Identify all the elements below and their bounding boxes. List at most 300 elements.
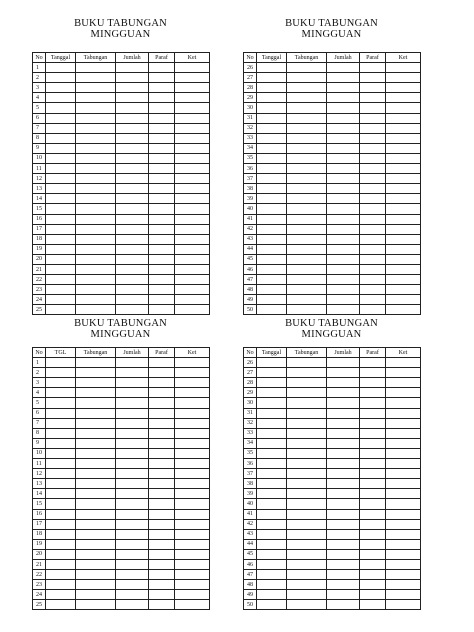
entry-cell[interactable] bbox=[76, 244, 116, 254]
entry-cell[interactable] bbox=[360, 580, 386, 590]
entry-cell[interactable] bbox=[46, 549, 76, 559]
entry-cell[interactable] bbox=[76, 73, 116, 83]
entry-cell[interactable] bbox=[257, 295, 287, 305]
entry-cell[interactable] bbox=[287, 285, 327, 295]
entry-cell[interactable] bbox=[149, 600, 175, 610]
entry-cell[interactable] bbox=[116, 378, 149, 388]
entry-cell[interactable] bbox=[257, 428, 287, 438]
entry-cell[interactable] bbox=[287, 600, 327, 610]
entry-cell[interactable] bbox=[287, 448, 327, 458]
entry-cell[interactable] bbox=[327, 408, 360, 418]
entry-cell[interactable] bbox=[386, 73, 421, 83]
entry-cell[interactable] bbox=[149, 174, 175, 184]
entry-cell[interactable] bbox=[116, 153, 149, 163]
entry-cell[interactable] bbox=[116, 499, 149, 509]
entry-cell[interactable] bbox=[76, 509, 116, 519]
entry-cell[interactable] bbox=[386, 174, 421, 184]
entry-cell[interactable] bbox=[76, 93, 116, 103]
entry-cell[interactable] bbox=[46, 174, 76, 184]
entry-cell[interactable] bbox=[360, 93, 386, 103]
entry-cell[interactable] bbox=[327, 184, 360, 194]
entry-cell[interactable] bbox=[149, 448, 175, 458]
entry-cell[interactable] bbox=[386, 600, 421, 610]
entry-cell[interactable] bbox=[257, 164, 287, 174]
entry-cell[interactable] bbox=[46, 214, 76, 224]
entry-cell[interactable] bbox=[149, 438, 175, 448]
entry-cell[interactable] bbox=[149, 539, 175, 549]
entry-cell[interactable] bbox=[327, 438, 360, 448]
entry-cell[interactable] bbox=[175, 549, 210, 559]
entry-cell[interactable] bbox=[257, 509, 287, 519]
entry-cell[interactable] bbox=[327, 285, 360, 295]
entry-cell[interactable] bbox=[386, 448, 421, 458]
entry-cell[interactable] bbox=[287, 63, 327, 73]
entry-cell[interactable] bbox=[327, 264, 360, 274]
entry-cell[interactable] bbox=[46, 63, 76, 73]
entry-cell[interactable] bbox=[116, 204, 149, 214]
entry-cell[interactable] bbox=[46, 489, 76, 499]
entry-cell[interactable] bbox=[76, 63, 116, 73]
entry-cell[interactable] bbox=[386, 489, 421, 499]
entry-cell[interactable] bbox=[386, 133, 421, 143]
entry-cell[interactable] bbox=[360, 184, 386, 194]
entry-cell[interactable] bbox=[46, 204, 76, 214]
entry-cell[interactable] bbox=[46, 428, 76, 438]
entry-cell[interactable] bbox=[116, 549, 149, 559]
entry-cell[interactable] bbox=[386, 398, 421, 408]
entry-cell[interactable] bbox=[46, 539, 76, 549]
entry-cell[interactable] bbox=[116, 234, 149, 244]
entry-cell[interactable] bbox=[360, 234, 386, 244]
entry-cell[interactable] bbox=[386, 388, 421, 398]
entry-cell[interactable] bbox=[76, 388, 116, 398]
entry-cell[interactable] bbox=[327, 368, 360, 378]
entry-cell[interactable] bbox=[360, 103, 386, 113]
entry-cell[interactable] bbox=[327, 63, 360, 73]
entry-cell[interactable] bbox=[46, 93, 76, 103]
entry-cell[interactable] bbox=[46, 448, 76, 458]
entry-cell[interactable] bbox=[257, 529, 287, 539]
entry-cell[interactable] bbox=[46, 113, 76, 123]
entry-cell[interactable] bbox=[46, 418, 76, 428]
entry-cell[interactable] bbox=[175, 398, 210, 408]
entry-cell[interactable] bbox=[76, 499, 116, 509]
entry-cell[interactable] bbox=[76, 529, 116, 539]
entry-cell[interactable] bbox=[257, 519, 287, 529]
entry-cell[interactable] bbox=[327, 549, 360, 559]
entry-cell[interactable] bbox=[360, 143, 386, 153]
entry-cell[interactable] bbox=[257, 184, 287, 194]
entry-cell[interactable] bbox=[76, 600, 116, 610]
entry-cell[interactable] bbox=[116, 448, 149, 458]
entry-cell[interactable] bbox=[257, 63, 287, 73]
entry-cell[interactable] bbox=[149, 509, 175, 519]
entry-cell[interactable] bbox=[327, 358, 360, 368]
entry-cell[interactable] bbox=[287, 590, 327, 600]
entry-cell[interactable] bbox=[360, 600, 386, 610]
entry-cell[interactable] bbox=[257, 408, 287, 418]
entry-cell[interactable] bbox=[287, 388, 327, 398]
entry-cell[interactable] bbox=[76, 123, 116, 133]
entry-cell[interactable] bbox=[116, 73, 149, 83]
entry-cell[interactable] bbox=[257, 479, 287, 489]
entry-cell[interactable] bbox=[287, 398, 327, 408]
entry-cell[interactable] bbox=[257, 418, 287, 428]
entry-cell[interactable] bbox=[149, 489, 175, 499]
entry-cell[interactable] bbox=[149, 388, 175, 398]
entry-cell[interactable] bbox=[386, 428, 421, 438]
entry-cell[interactable] bbox=[360, 418, 386, 428]
entry-cell[interactable] bbox=[116, 143, 149, 153]
entry-cell[interactable] bbox=[46, 398, 76, 408]
entry-cell[interactable] bbox=[386, 164, 421, 174]
entry-cell[interactable] bbox=[257, 489, 287, 499]
entry-cell[interactable] bbox=[76, 194, 116, 204]
entry-cell[interactable] bbox=[360, 378, 386, 388]
entry-cell[interactable] bbox=[76, 418, 116, 428]
entry-cell[interactable] bbox=[46, 234, 76, 244]
entry-cell[interactable] bbox=[76, 358, 116, 368]
entry-cell[interactable] bbox=[257, 153, 287, 163]
entry-cell[interactable] bbox=[257, 113, 287, 123]
entry-cell[interactable] bbox=[360, 63, 386, 73]
entry-cell[interactable] bbox=[116, 368, 149, 378]
entry-cell[interactable] bbox=[175, 133, 210, 143]
entry-cell[interactable] bbox=[116, 133, 149, 143]
entry-cell[interactable] bbox=[257, 559, 287, 569]
entry-cell[interactable] bbox=[149, 549, 175, 559]
entry-cell[interactable] bbox=[360, 164, 386, 174]
entry-cell[interactable] bbox=[116, 63, 149, 73]
entry-cell[interactable] bbox=[257, 234, 287, 244]
entry-cell[interactable] bbox=[257, 103, 287, 113]
entry-cell[interactable] bbox=[360, 408, 386, 418]
entry-cell[interactable] bbox=[46, 244, 76, 254]
entry-cell[interactable] bbox=[76, 285, 116, 295]
entry-cell[interactable] bbox=[116, 479, 149, 489]
entry-cell[interactable] bbox=[46, 285, 76, 295]
entry-cell[interactable] bbox=[386, 254, 421, 264]
entry-cell[interactable] bbox=[46, 295, 76, 305]
entry-cell[interactable] bbox=[116, 509, 149, 519]
entry-cell[interactable] bbox=[116, 295, 149, 305]
entry-cell[interactable] bbox=[76, 254, 116, 264]
entry-cell[interactable] bbox=[386, 418, 421, 428]
entry-cell[interactable] bbox=[76, 234, 116, 244]
entry-cell[interactable] bbox=[46, 570, 76, 580]
entry-cell[interactable] bbox=[175, 418, 210, 428]
entry-cell[interactable] bbox=[46, 103, 76, 113]
entry-cell[interactable] bbox=[386, 224, 421, 234]
entry-cell[interactable] bbox=[257, 83, 287, 93]
entry-cell[interactable] bbox=[149, 164, 175, 174]
entry-cell[interactable] bbox=[257, 143, 287, 153]
entry-cell[interactable] bbox=[257, 469, 287, 479]
entry-cell[interactable] bbox=[76, 133, 116, 143]
entry-cell[interactable] bbox=[46, 600, 76, 610]
entry-cell[interactable] bbox=[257, 499, 287, 509]
entry-cell[interactable] bbox=[360, 285, 386, 295]
entry-cell[interactable] bbox=[386, 275, 421, 285]
entry-cell[interactable] bbox=[360, 153, 386, 163]
entry-cell[interactable] bbox=[76, 113, 116, 123]
entry-cell[interactable] bbox=[116, 123, 149, 133]
entry-cell[interactable] bbox=[149, 408, 175, 418]
entry-cell[interactable] bbox=[76, 398, 116, 408]
entry-cell[interactable] bbox=[149, 113, 175, 123]
entry-cell[interactable] bbox=[386, 285, 421, 295]
entry-cell[interactable] bbox=[287, 174, 327, 184]
entry-cell[interactable] bbox=[360, 305, 386, 315]
entry-cell[interactable] bbox=[327, 479, 360, 489]
entry-cell[interactable] bbox=[386, 549, 421, 559]
entry-cell[interactable] bbox=[327, 570, 360, 580]
entry-cell[interactable] bbox=[287, 305, 327, 315]
entry-cell[interactable] bbox=[149, 580, 175, 590]
entry-cell[interactable] bbox=[257, 204, 287, 214]
entry-cell[interactable] bbox=[76, 164, 116, 174]
entry-cell[interactable] bbox=[76, 489, 116, 499]
entry-cell[interactable] bbox=[116, 103, 149, 113]
entry-cell[interactable] bbox=[287, 244, 327, 254]
entry-cell[interactable] bbox=[175, 590, 210, 600]
entry-cell[interactable] bbox=[257, 368, 287, 378]
entry-cell[interactable] bbox=[76, 559, 116, 569]
entry-cell[interactable] bbox=[287, 459, 327, 469]
entry-cell[interactable] bbox=[149, 143, 175, 153]
entry-cell[interactable] bbox=[175, 224, 210, 234]
entry-cell[interactable] bbox=[116, 408, 149, 418]
entry-cell[interactable] bbox=[46, 254, 76, 264]
entry-cell[interactable] bbox=[287, 570, 327, 580]
entry-cell[interactable] bbox=[175, 285, 210, 295]
entry-cell[interactable] bbox=[327, 529, 360, 539]
entry-cell[interactable] bbox=[116, 600, 149, 610]
entry-cell[interactable] bbox=[116, 580, 149, 590]
entry-cell[interactable] bbox=[360, 368, 386, 378]
entry-cell[interactable] bbox=[360, 254, 386, 264]
entry-cell[interactable] bbox=[116, 459, 149, 469]
entry-cell[interactable] bbox=[327, 113, 360, 123]
entry-cell[interactable] bbox=[46, 133, 76, 143]
entry-cell[interactable] bbox=[116, 214, 149, 224]
entry-cell[interactable] bbox=[175, 123, 210, 133]
entry-cell[interactable] bbox=[46, 368, 76, 378]
entry-cell[interactable] bbox=[287, 539, 327, 549]
entry-cell[interactable] bbox=[46, 559, 76, 569]
entry-cell[interactable] bbox=[76, 479, 116, 489]
entry-cell[interactable] bbox=[175, 264, 210, 274]
entry-cell[interactable] bbox=[360, 214, 386, 224]
entry-cell[interactable] bbox=[287, 254, 327, 264]
entry-cell[interactable] bbox=[116, 244, 149, 254]
entry-cell[interactable] bbox=[327, 305, 360, 315]
entry-cell[interactable] bbox=[149, 214, 175, 224]
entry-cell[interactable] bbox=[327, 418, 360, 428]
entry-cell[interactable] bbox=[287, 73, 327, 83]
entry-cell[interactable] bbox=[175, 174, 210, 184]
entry-cell[interactable] bbox=[46, 580, 76, 590]
entry-cell[interactable] bbox=[386, 590, 421, 600]
entry-cell[interactable] bbox=[360, 398, 386, 408]
entry-cell[interactable] bbox=[327, 559, 360, 569]
entry-cell[interactable] bbox=[116, 93, 149, 103]
entry-cell[interactable] bbox=[46, 305, 76, 315]
entry-cell[interactable] bbox=[257, 244, 287, 254]
entry-cell[interactable] bbox=[257, 194, 287, 204]
entry-cell[interactable] bbox=[175, 358, 210, 368]
entry-cell[interactable] bbox=[386, 204, 421, 214]
entry-cell[interactable] bbox=[327, 204, 360, 214]
entry-cell[interactable] bbox=[149, 184, 175, 194]
entry-cell[interactable] bbox=[175, 63, 210, 73]
entry-cell[interactable] bbox=[287, 234, 327, 244]
entry-cell[interactable] bbox=[327, 509, 360, 519]
entry-cell[interactable] bbox=[327, 73, 360, 83]
entry-cell[interactable] bbox=[116, 305, 149, 315]
entry-cell[interactable] bbox=[257, 224, 287, 234]
entry-cell[interactable] bbox=[76, 153, 116, 163]
entry-cell[interactable] bbox=[76, 143, 116, 153]
entry-cell[interactable] bbox=[257, 549, 287, 559]
entry-cell[interactable] bbox=[360, 73, 386, 83]
entry-cell[interactable] bbox=[287, 143, 327, 153]
entry-cell[interactable] bbox=[46, 438, 76, 448]
entry-cell[interactable] bbox=[175, 368, 210, 378]
entry-cell[interactable] bbox=[360, 469, 386, 479]
entry-cell[interactable] bbox=[327, 519, 360, 529]
entry-cell[interactable] bbox=[175, 469, 210, 479]
entry-cell[interactable] bbox=[116, 184, 149, 194]
entry-cell[interactable] bbox=[175, 234, 210, 244]
entry-cell[interactable] bbox=[287, 418, 327, 428]
entry-cell[interactable] bbox=[386, 184, 421, 194]
entry-cell[interactable] bbox=[386, 529, 421, 539]
entry-cell[interactable] bbox=[327, 469, 360, 479]
entry-cell[interactable] bbox=[386, 234, 421, 244]
entry-cell[interactable] bbox=[175, 254, 210, 264]
entry-cell[interactable] bbox=[386, 194, 421, 204]
entry-cell[interactable] bbox=[116, 559, 149, 569]
entry-cell[interactable] bbox=[327, 459, 360, 469]
entry-cell[interactable] bbox=[175, 539, 210, 549]
entry-cell[interactable] bbox=[175, 295, 210, 305]
entry-cell[interactable] bbox=[175, 479, 210, 489]
entry-cell[interactable] bbox=[327, 83, 360, 93]
entry-cell[interactable] bbox=[46, 123, 76, 133]
entry-cell[interactable] bbox=[287, 428, 327, 438]
entry-cell[interactable] bbox=[257, 305, 287, 315]
entry-cell[interactable] bbox=[149, 418, 175, 428]
entry-cell[interactable] bbox=[149, 83, 175, 93]
entry-cell[interactable] bbox=[46, 358, 76, 368]
entry-cell[interactable] bbox=[46, 224, 76, 234]
entry-cell[interactable] bbox=[386, 93, 421, 103]
entry-cell[interactable] bbox=[76, 305, 116, 315]
entry-cell[interactable] bbox=[175, 113, 210, 123]
entry-cell[interactable] bbox=[287, 295, 327, 305]
entry-cell[interactable] bbox=[149, 275, 175, 285]
entry-cell[interactable] bbox=[257, 438, 287, 448]
entry-cell[interactable] bbox=[257, 358, 287, 368]
entry-cell[interactable] bbox=[327, 234, 360, 244]
entry-cell[interactable] bbox=[116, 590, 149, 600]
entry-cell[interactable] bbox=[327, 164, 360, 174]
entry-cell[interactable] bbox=[327, 194, 360, 204]
entry-cell[interactable] bbox=[149, 378, 175, 388]
entry-cell[interactable] bbox=[360, 113, 386, 123]
entry-cell[interactable] bbox=[386, 438, 421, 448]
entry-cell[interactable] bbox=[76, 469, 116, 479]
entry-cell[interactable] bbox=[46, 194, 76, 204]
entry-cell[interactable] bbox=[76, 83, 116, 93]
entry-cell[interactable] bbox=[386, 408, 421, 418]
entry-cell[interactable] bbox=[46, 83, 76, 93]
entry-cell[interactable] bbox=[360, 194, 386, 204]
entry-cell[interactable] bbox=[360, 509, 386, 519]
entry-cell[interactable] bbox=[149, 590, 175, 600]
entry-cell[interactable] bbox=[257, 264, 287, 274]
entry-cell[interactable] bbox=[257, 254, 287, 264]
entry-cell[interactable] bbox=[149, 194, 175, 204]
entry-cell[interactable] bbox=[360, 275, 386, 285]
entry-cell[interactable] bbox=[327, 398, 360, 408]
entry-cell[interactable] bbox=[327, 428, 360, 438]
entry-cell[interactable] bbox=[287, 499, 327, 509]
entry-cell[interactable] bbox=[386, 570, 421, 580]
entry-cell[interactable] bbox=[360, 123, 386, 133]
entry-cell[interactable] bbox=[287, 204, 327, 214]
entry-cell[interactable] bbox=[386, 295, 421, 305]
entry-cell[interactable] bbox=[287, 184, 327, 194]
entry-cell[interactable] bbox=[149, 254, 175, 264]
entry-cell[interactable] bbox=[257, 570, 287, 580]
entry-cell[interactable] bbox=[149, 570, 175, 580]
entry-cell[interactable] bbox=[116, 570, 149, 580]
entry-cell[interactable] bbox=[149, 428, 175, 438]
entry-cell[interactable] bbox=[116, 519, 149, 529]
entry-cell[interactable] bbox=[46, 184, 76, 194]
entry-cell[interactable] bbox=[175, 204, 210, 214]
entry-cell[interactable] bbox=[175, 519, 210, 529]
entry-cell[interactable] bbox=[257, 174, 287, 184]
entry-cell[interactable] bbox=[175, 214, 210, 224]
entry-cell[interactable] bbox=[76, 549, 116, 559]
entry-cell[interactable] bbox=[175, 194, 210, 204]
entry-cell[interactable] bbox=[175, 448, 210, 458]
entry-cell[interactable] bbox=[46, 264, 76, 274]
entry-cell[interactable] bbox=[116, 428, 149, 438]
entry-cell[interactable] bbox=[149, 368, 175, 378]
entry-cell[interactable] bbox=[386, 469, 421, 479]
entry-cell[interactable] bbox=[360, 204, 386, 214]
entry-cell[interactable] bbox=[175, 600, 210, 610]
entry-cell[interactable] bbox=[46, 153, 76, 163]
entry-cell[interactable] bbox=[360, 174, 386, 184]
entry-cell[interactable] bbox=[360, 448, 386, 458]
entry-cell[interactable] bbox=[76, 184, 116, 194]
entry-cell[interactable] bbox=[386, 103, 421, 113]
entry-cell[interactable] bbox=[386, 63, 421, 73]
entry-cell[interactable] bbox=[287, 214, 327, 224]
entry-cell[interactable] bbox=[287, 123, 327, 133]
entry-cell[interactable] bbox=[175, 83, 210, 93]
entry-cell[interactable] bbox=[327, 244, 360, 254]
entry-cell[interactable] bbox=[46, 499, 76, 509]
entry-cell[interactable] bbox=[360, 559, 386, 569]
entry-cell[interactable] bbox=[386, 580, 421, 590]
entry-cell[interactable] bbox=[257, 600, 287, 610]
